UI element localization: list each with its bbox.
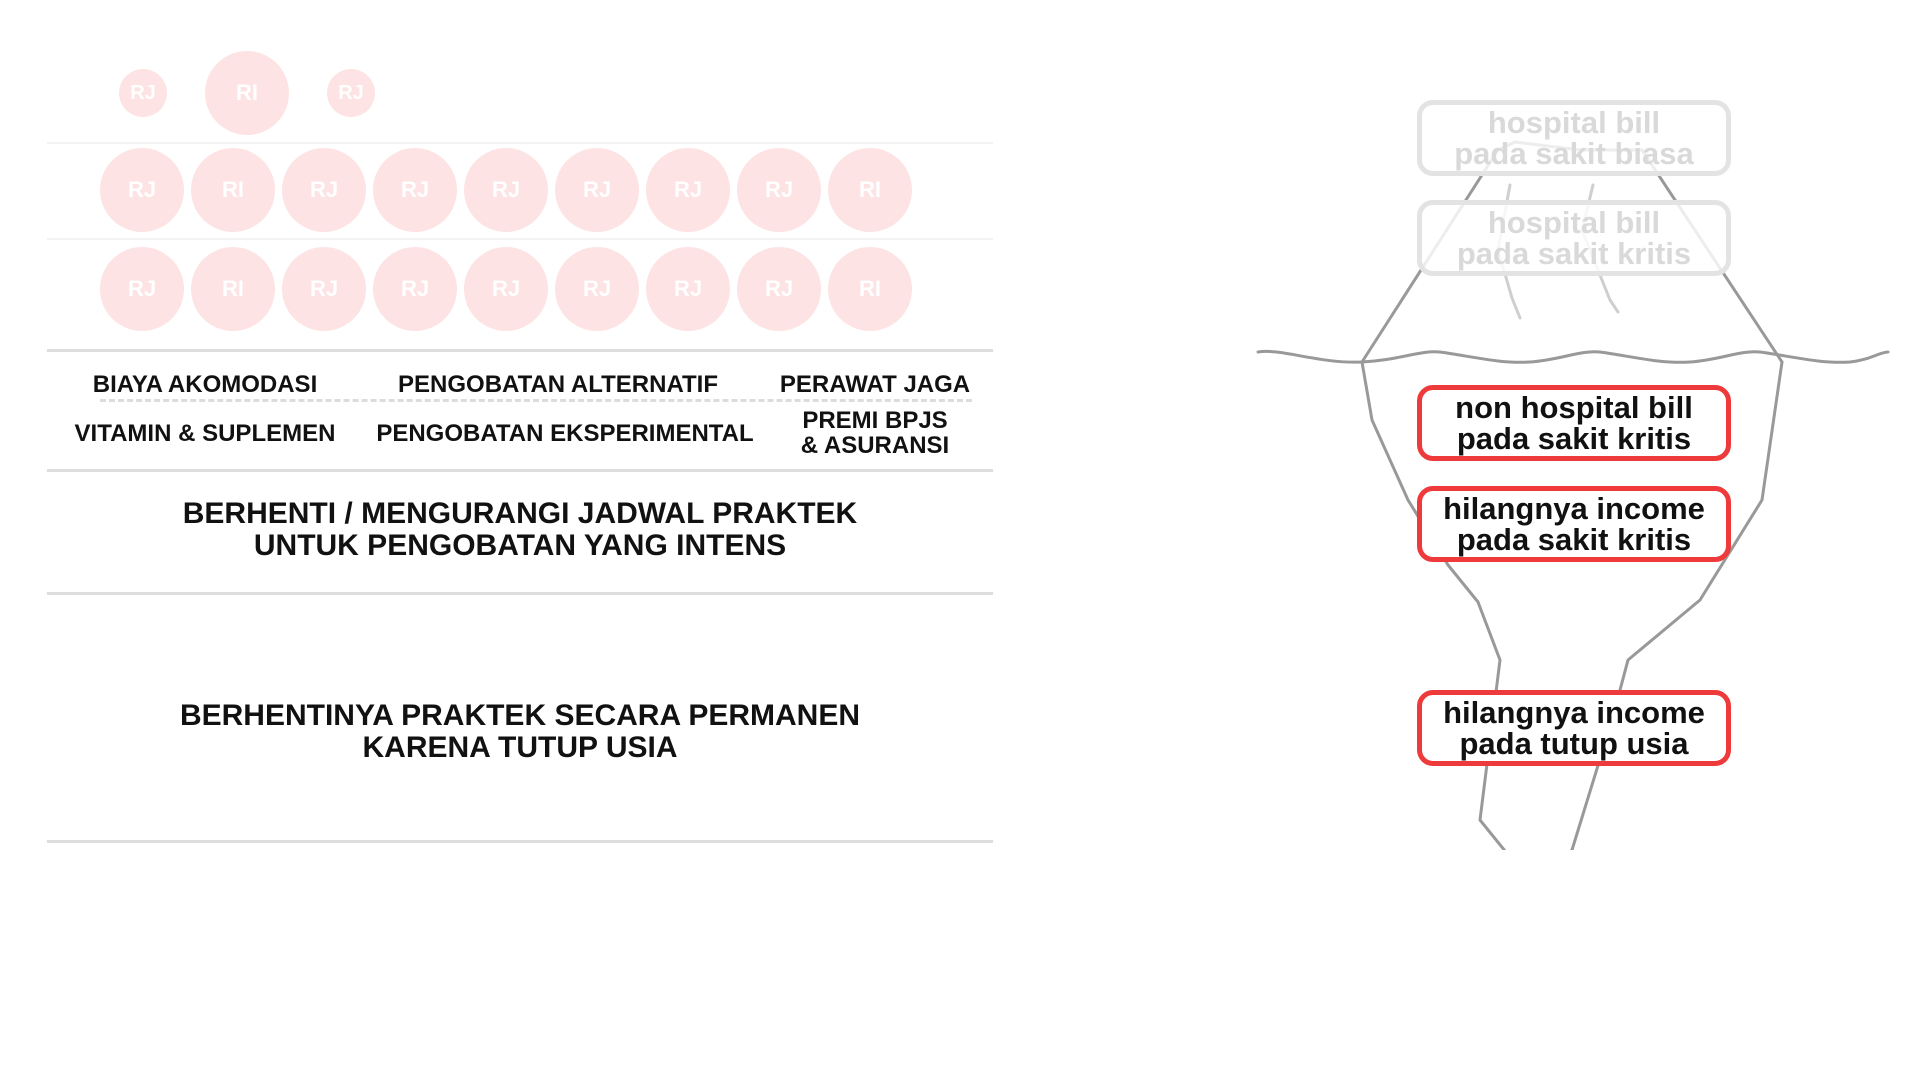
section-divider	[47, 349, 993, 352]
circle-rj: RJ	[327, 69, 375, 117]
circle-rj: RJ	[119, 69, 167, 117]
iceberg-box-non-hospital-bill: non hospital bill pada sakit kritis	[1417, 385, 1731, 461]
circle-rj: RJ	[282, 247, 366, 331]
circle-rj: RJ	[464, 247, 548, 331]
circle-row-middle	[100, 148, 919, 234]
label-biaya-akomodasi: BIAYA AKOMODASI	[92, 371, 318, 398]
dashed-divider	[100, 399, 972, 402]
section-divider	[47, 592, 993, 595]
circle-rj: RJ	[646, 247, 730, 331]
iceberg-box-hospital-bill-biasa: hospital bill pada sakit biasa	[1417, 100, 1731, 176]
divider-line	[47, 142, 993, 144]
label-pengobatan-eksperimental: PENGOBATAN EKSPERIMENTAL	[376, 420, 754, 447]
circle-rj: RJ	[737, 247, 821, 331]
circle-ri: RI	[828, 247, 912, 331]
circle-rj: RJ	[464, 148, 548, 232]
divider-line	[47, 238, 993, 240]
circle-ri: RI	[828, 148, 912, 232]
iceberg-box-income-sakit-kritis: hilangnya income pada sakit kritis	[1417, 486, 1731, 562]
circle-ri: RI	[191, 148, 275, 232]
label-berhenti-permanen: BERHENTINYA PRAKTEK SECARA PERMANEN KARENA TUTUP USIA	[179, 699, 861, 764]
water-line	[1258, 351, 1888, 362]
circle-rj: RJ	[555, 247, 639, 331]
circle-ri: RI	[191, 247, 275, 331]
circle-ri: RI	[205, 51, 289, 135]
circle-rj: RJ	[555, 148, 639, 232]
section-divider	[47, 469, 993, 472]
circle-row-bottom	[100, 247, 919, 333]
iceberg-box-hospital-bill-kritis: hospital bill pada sakit kritis	[1417, 200, 1731, 276]
label-berhenti-sementara: BERHENTI / MENGURANGI JADWAL PRAKTEK UNTUK PENGOBATAN YANG INTENS	[182, 497, 858, 562]
circle-row-top	[119, 50, 382, 136]
circle-rj: RJ	[373, 247, 457, 331]
circle-rj: RJ	[737, 148, 821, 232]
circle-rj: RJ	[100, 247, 184, 331]
label-vitamin-suplemen: VITAMIN & SUPLEMEN	[74, 420, 336, 447]
circle-rj: RJ	[373, 148, 457, 232]
label-premi-bpjs-asuransi: PREMI BPJS & ASURANSI	[800, 407, 950, 459]
circle-rj: RJ	[646, 148, 730, 232]
circle-rj: RJ	[100, 148, 184, 232]
iceberg-box-income-tutup-usia: hilangnya income pada tutup usia	[1417, 690, 1731, 766]
section-divider	[47, 840, 993, 843]
label-pengobatan-alternatif: PENGOBATAN ALTERNATIF	[398, 371, 718, 398]
label-perawat-jaga: PERAWAT JAGA	[779, 371, 971, 398]
circle-rj: RJ	[282, 148, 366, 232]
